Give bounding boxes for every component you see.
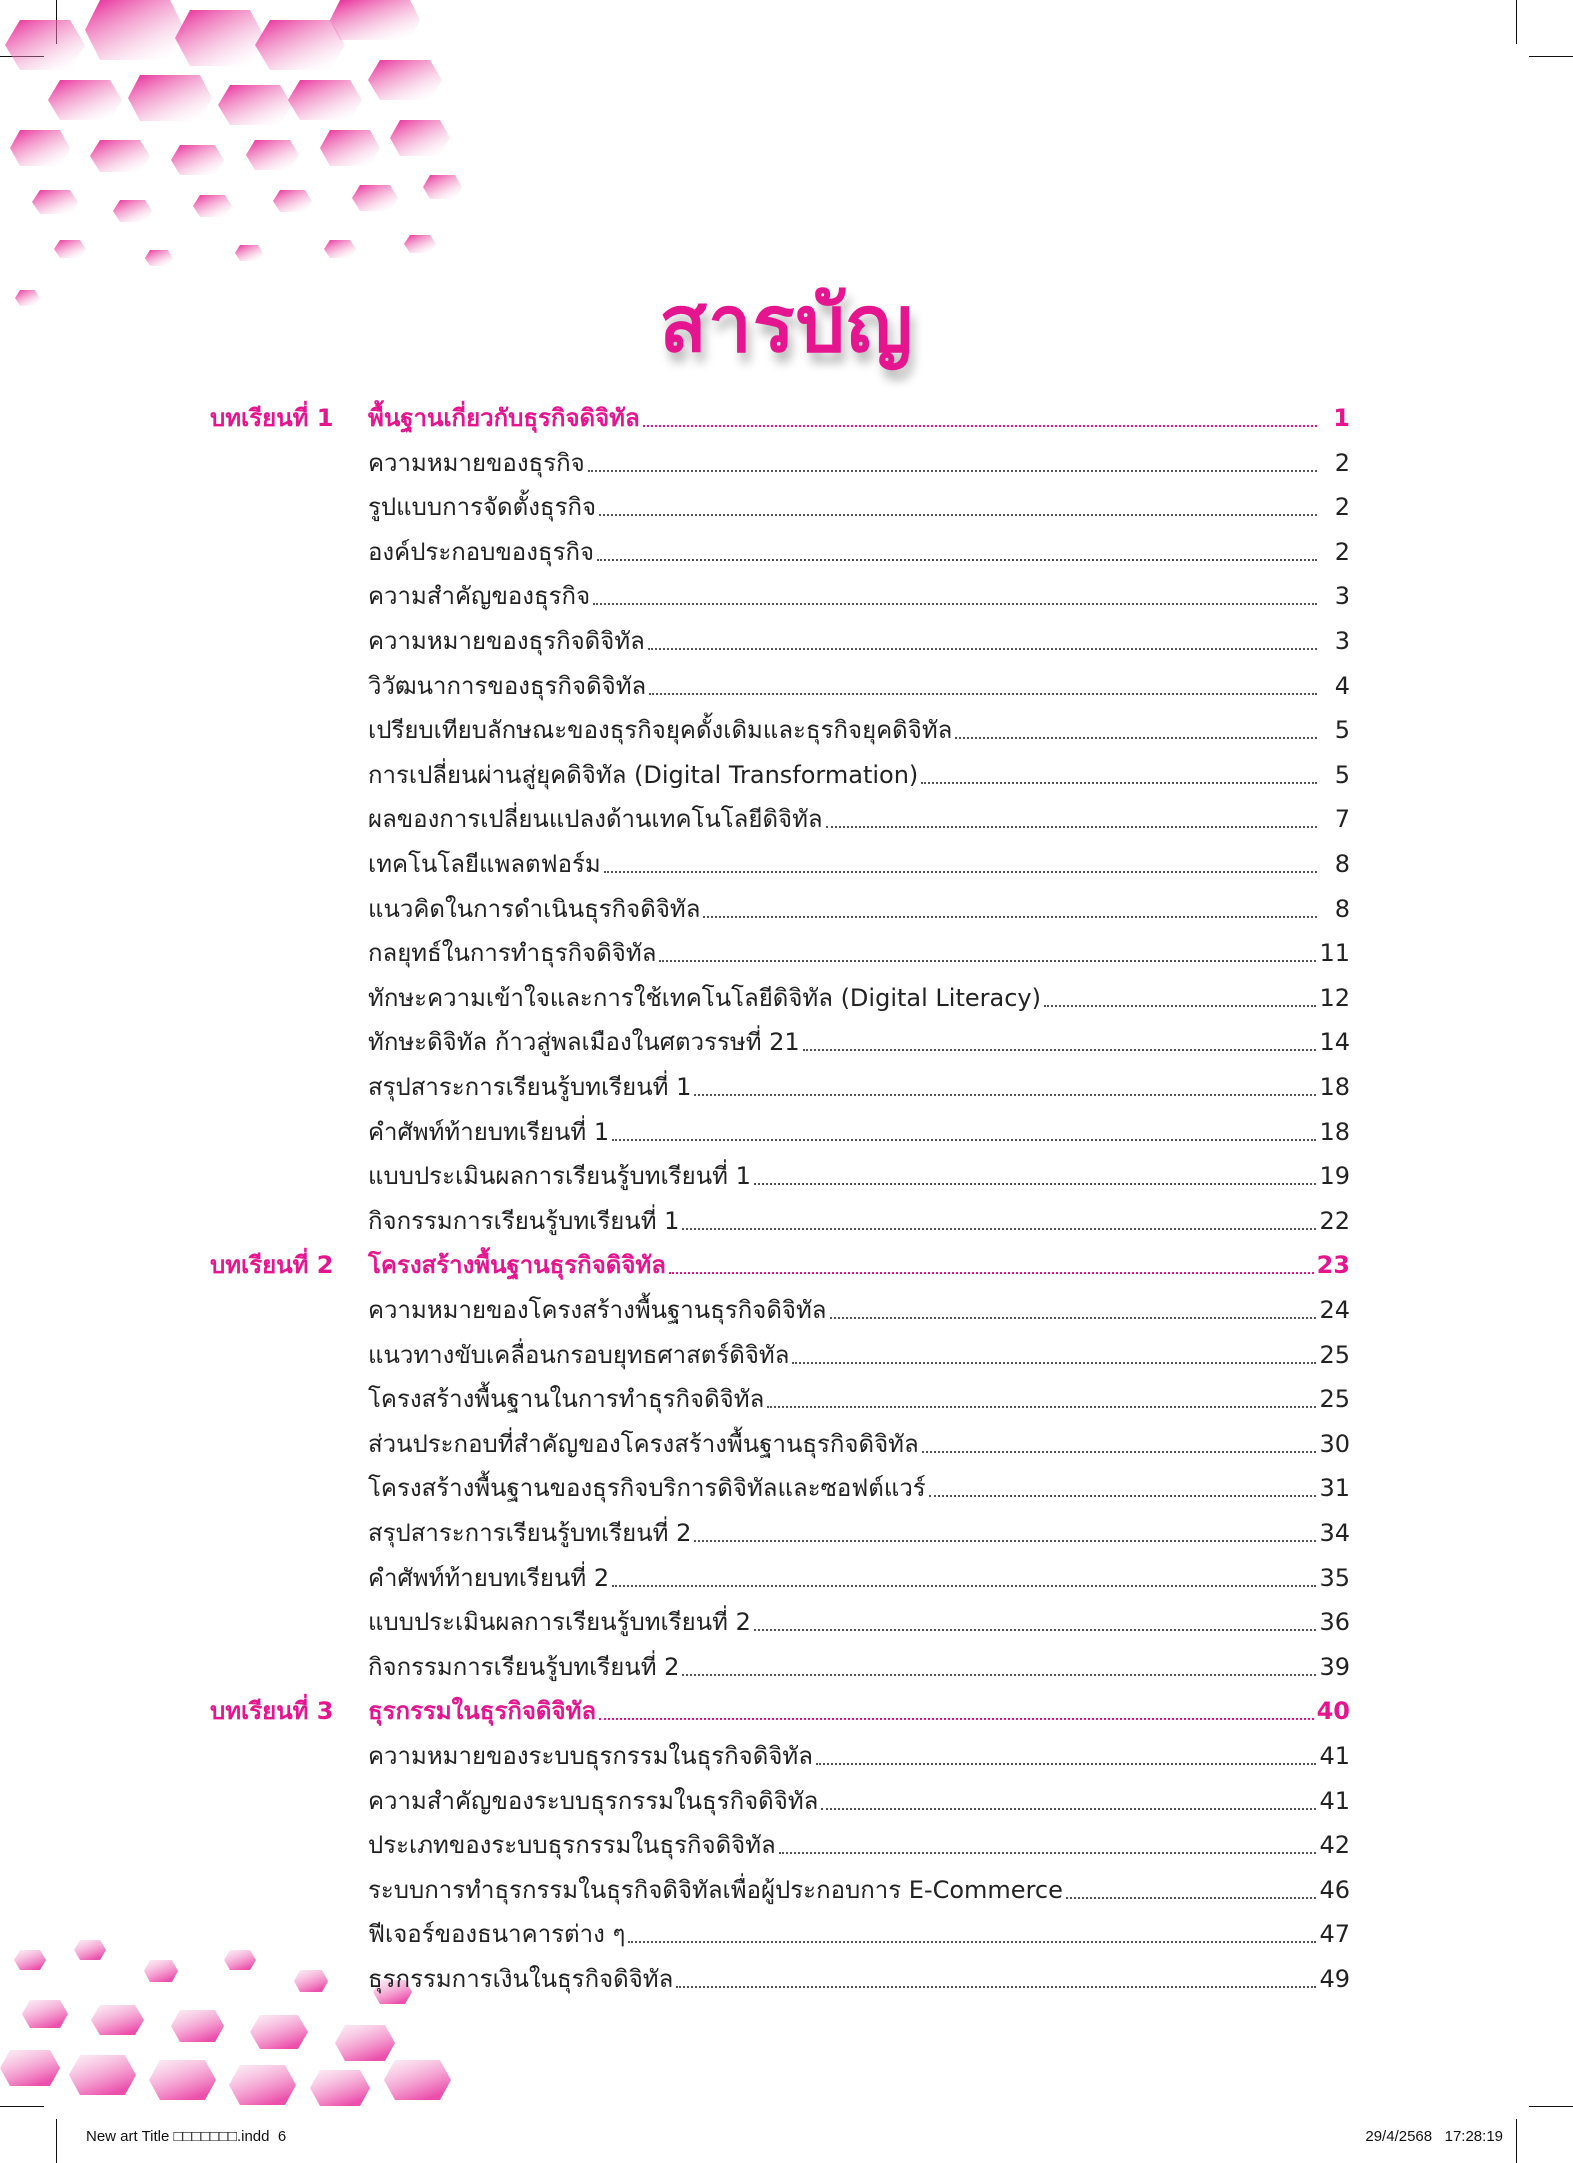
dot-leader <box>694 1540 1316 1542</box>
toc-page-number: 2 <box>1334 537 1350 566</box>
dot-leader <box>816 1763 1317 1765</box>
toc-page-number: 7 <box>1334 805 1350 834</box>
footer-page-number: 6 <box>277 2128 287 2145</box>
toc-page-number: 47 <box>1319 1920 1350 1949</box>
toc-entry-title: กลยุทธ์ในการทำธุรกิจดิจิทัล <box>368 939 657 968</box>
dot-leader <box>803 1049 1317 1051</box>
dot-leader <box>929 1495 1317 1497</box>
toc-entry <box>368 1872 1350 1908</box>
toc-page-number: 18 <box>1319 1117 1350 1146</box>
dot-leader <box>830 1317 1317 1319</box>
toc-page-number: 22 <box>1319 1206 1350 1235</box>
toc-entry <box>368 445 1350 481</box>
dot-leader <box>599 1718 1313 1720</box>
dot-leader <box>682 1674 1316 1676</box>
toc-entry-title: การเปลี่ยนผ่านสู่ยุคดิจิทัล (Digital Transformation) <box>368 760 919 789</box>
toc-page-number: 41 <box>1319 1786 1350 1815</box>
toc-page-number: 3 <box>1334 582 1350 611</box>
toc-entry <box>368 623 1350 659</box>
toc-entry-title: ความหมายของโครงสร้างพื้นฐานธุรกิจดิจิทัล <box>368 1296 827 1324</box>
toc-page-number: 41 <box>1319 1742 1350 1770</box>
toc-entry <box>368 891 1350 927</box>
dot-leader <box>604 871 1317 873</box>
dot-leader <box>593 603 1317 605</box>
toc-entry-title: ทักษะดิจิทัล ก้าวสู่พลเมืองในศตวรรษที่ 21 <box>368 1028 800 1057</box>
dot-leader <box>682 1228 1316 1230</box>
toc-page-number: 2 <box>1334 448 1350 477</box>
toc-row[interactable] <box>0 1381 1573 1425</box>
toc-entry-title: ผลของการเปลี่ยนแปลงด้านเทคโนโลยีดิจิทัล <box>368 805 823 834</box>
toc-page-number: 34 <box>1319 1519 1350 1547</box>
toc-row[interactable] <box>0 623 1573 667</box>
toc-page-number: 42 <box>1319 1831 1350 1860</box>
toc-entry <box>368 1961 1350 1997</box>
toc-row[interactable] <box>0 935 1573 979</box>
dot-leader <box>826 826 1317 828</box>
dot-leader <box>694 1094 1316 1096</box>
toc-page-number: 25 <box>1319 1340 1350 1369</box>
dot-leader <box>599 514 1317 516</box>
toc-entry-title: โครงสร้างพื้นฐานธุรกิจดิจิทัล <box>368 1251 666 1280</box>
toc-entry <box>368 757 1350 793</box>
toc-entry <box>368 846 1350 882</box>
toc-entry-title: โครงสร้างพื้นฐานของธุรกิจบริการดิจิทัลและซอฟต์แวร์ <box>368 1474 926 1503</box>
toc-entry-title: เทคโนโลยีแพลตฟอร์ม <box>368 850 601 878</box>
toc-row[interactable] <box>0 489 1573 533</box>
dot-leader <box>821 1808 1316 1810</box>
toc-page-number: 12 <box>1319 983 1350 1012</box>
toc-row[interactable] <box>0 1426 1573 1470</box>
toc-entry <box>368 400 1350 436</box>
toc-entry-title: ธุรกรรมการเงินในธุรกิจดิจิทัล <box>368 1965 674 1993</box>
toc-entry <box>368 1069 1350 1105</box>
dot-leader <box>628 1941 1316 1943</box>
toc-entry-title: ธุรกรรมในธุรกิจดิจิทัล <box>368 1697 597 1726</box>
dot-leader <box>648 648 1317 650</box>
crop-mark <box>1529 2106 1573 2107</box>
toc-row[interactable] <box>0 891 1573 935</box>
dot-leader <box>612 1139 1316 1141</box>
toc-entry-title: พื้นฐานเกี่ยวกับธุรกิจดิจิทัล <box>368 404 640 432</box>
toc-entry-title: ความสำคัญของระบบธุรกรรมในธุรกิจดิจิทัล <box>368 1786 819 1815</box>
toc-entry-title: องค์ประกอบของธุรกิจ <box>368 537 595 566</box>
toc-row[interactable] <box>0 1961 1573 2005</box>
toc-entry <box>368 1693 1350 1729</box>
toc-entry <box>368 712 1350 748</box>
toc-chapter-number: บทเรียนที่ 2 <box>210 1251 334 1280</box>
toc-page-number: 49 <box>1319 1965 1350 1993</box>
toc-entry-title: กิจกรรมการเรียนรู้บทเรียนที่ 1 <box>368 1206 680 1235</box>
dot-leader <box>921 782 1317 784</box>
toc-entry-title: ทักษะความเข้าใจและการใช้เทคโนโลยีดิจิทัล (Digital Literacy) <box>368 983 1041 1012</box>
toc-entry-title: แนวทางขับเคลื่อนกรอบยุทธศาสตร์ดิจิทัล <box>368 1340 790 1369</box>
toc-entry <box>368 1515 1350 1551</box>
toc-page-number: 39 <box>1319 1652 1350 1681</box>
toc-row[interactable] <box>0 801 1573 845</box>
toc-row[interactable] <box>0 1069 1573 1113</box>
toc-page-number: 5 <box>1334 760 1350 789</box>
toc-row[interactable] <box>0 445 1573 489</box>
crop-mark <box>1516 0 1517 44</box>
toc-entry <box>368 1114 1350 1150</box>
toc-row[interactable] <box>0 1872 1573 1916</box>
toc-row[interactable] <box>0 534 1573 578</box>
toc-entry-title: เปรียบเทียบลักษณะของธุรกิจยุคดั้งเดิมและธุรกิจยุคดิจิทัล <box>368 716 953 745</box>
toc-entry-title: ประเภทของระบบธุรกรรมในธุรกิจดิจิทัล <box>368 1831 776 1860</box>
toc-entry-title: ความสำคัญของธุรกิจ <box>368 582 591 611</box>
dot-leader <box>792 1362 1316 1364</box>
toc-entry <box>368 801 1350 837</box>
dot-leader <box>922 1451 1317 1453</box>
toc-entry <box>368 1247 1350 1283</box>
toc-page-number: 31 <box>1319 1474 1350 1503</box>
dot-leader <box>955 737 1317 739</box>
page-title: สารบัญ <box>659 280 914 370</box>
toc-entry-title: แนวคิดในการดำเนินธุรกิจดิจิทัล <box>368 894 701 923</box>
toc-entry <box>368 1470 1350 1506</box>
toc-entry-title: โครงสร้างพื้นฐานในการทำธุรกิจดิจิทัล <box>368 1385 765 1414</box>
toc-row[interactable] <box>0 1560 1573 1604</box>
toc-page-number: 24 <box>1319 1296 1350 1324</box>
toc-entry-title: คำศัพท์ท้ายบทเรียนที่ 2 <box>368 1563 610 1592</box>
dot-leader <box>767 1406 1316 1408</box>
toc-page-number: 18 <box>1319 1073 1350 1101</box>
toc-entry-title: ความหมายของระบบธุรกรรมในธุรกิจดิจิทัล <box>368 1742 813 1770</box>
dot-leader <box>588 470 1317 472</box>
toc-chapter-row[interactable] <box>0 1693 1573 1737</box>
toc-page-number: 3 <box>1334 627 1350 655</box>
crop-mark <box>1516 2119 1517 2163</box>
toc-chapter-row[interactable] <box>0 1247 1573 1291</box>
crop-mark <box>1529 56 1573 57</box>
toc-entry <box>368 1024 1350 1060</box>
toc-entry-title: ระบบการทำธุรกรรมในธุรกิจดิจิทัลเพื่อผู้ประกอบการ E-Commerce <box>368 1875 1063 1904</box>
dot-leader <box>643 425 1317 427</box>
toc-page-number: 4 <box>1334 671 1350 700</box>
toc-page-number: 23 <box>1316 1251 1350 1280</box>
toc-row[interactable] <box>0 1515 1573 1559</box>
toc-entry <box>368 1560 1350 1596</box>
toc-page-number: 46 <box>1319 1875 1350 1904</box>
dot-leader <box>703 916 1317 918</box>
toc-entry-title: สรุปสาระการเรียนรู้บทเรียนที่ 1 <box>368 1073 692 1101</box>
toc-entry <box>368 935 1350 971</box>
toc-page-number: 36 <box>1319 1608 1350 1637</box>
toc-entry-title: วิวัฒนาการของธุรกิจดิจิทัล <box>368 671 647 700</box>
toc-row[interactable] <box>0 668 1573 712</box>
toc-row[interactable] <box>0 1203 1573 1247</box>
toc-row[interactable] <box>0 980 1573 1024</box>
toc-entry <box>368 1604 1350 1640</box>
toc-page-number: 19 <box>1319 1162 1350 1191</box>
toc-row[interactable] <box>0 846 1573 890</box>
footer-filename: New art Title □□□□□□□.indd <box>86 2128 270 2145</box>
toc-entry <box>368 668 1350 704</box>
toc-page-number: 5 <box>1334 716 1350 745</box>
toc-entry <box>368 1158 1350 1194</box>
toc-row[interactable] <box>0 1649 1573 1693</box>
toc-row[interactable] <box>0 1024 1573 1068</box>
crop-mark <box>56 2119 57 2163</box>
toc-page-number: 2 <box>1334 493 1350 522</box>
toc-row[interactable] <box>0 712 1573 756</box>
toc-page-number: 8 <box>1334 850 1350 878</box>
toc-entry-title: ส่วนประกอบที่สำคัญของโครงสร้างพื้นฐานธุรกิจดิจิทัล <box>368 1429 919 1458</box>
toc-entry <box>368 534 1350 570</box>
toc-row[interactable] <box>0 1604 1573 1648</box>
toc-entry <box>368 1426 1350 1462</box>
toc-entry <box>368 1916 1350 1952</box>
toc-row[interactable] <box>0 1783 1573 1827</box>
toc-page-number: 1 <box>1333 404 1350 432</box>
toc-entry-title: กิจกรรมการเรียนรู้บทเรียนที่ 2 <box>368 1652 680 1681</box>
toc-row[interactable] <box>0 1827 1573 1871</box>
dot-leader <box>1066 1897 1317 1899</box>
dot-leader <box>754 1629 1317 1631</box>
footer-file <box>86 2128 286 2145</box>
toc-entry-title: ฟีเจอร์ของธนาคารต่าง ๆ <box>368 1920 626 1949</box>
dot-leader <box>676 1986 1316 1988</box>
toc-chapter-number: บทเรียนที่ 1 <box>210 404 334 432</box>
toc-entry <box>368 489 1350 525</box>
toc-page-number: 8 <box>1334 894 1350 923</box>
toc-row[interactable] <box>0 1114 1573 1158</box>
dot-leader <box>1044 1005 1317 1007</box>
toc-row[interactable] <box>0 1158 1573 1202</box>
toc-row[interactable] <box>0 757 1573 801</box>
toc-row[interactable] <box>0 1337 1573 1381</box>
toc-entry <box>368 1783 1350 1819</box>
toc-row[interactable] <box>0 1470 1573 1514</box>
toc-chapter-row[interactable] <box>0 400 1573 444</box>
dot-leader <box>754 1183 1317 1185</box>
toc-page-number: 14 <box>1319 1028 1350 1057</box>
toc-entry <box>368 1381 1350 1417</box>
toc-entry-title: รูปแบบการจัดตั้งธุรกิจ <box>368 493 597 522</box>
toc-entry-title: คำศัพท์ท้ายบทเรียนที่ 1 <box>368 1117 610 1146</box>
toc-entry <box>368 1649 1350 1685</box>
toc-chapter-number: บทเรียนที่ 3 <box>210 1697 334 1726</box>
toc-entry-title: ความหมายของธุรกิจดิจิทัล <box>368 627 645 655</box>
toc-row[interactable] <box>0 1738 1573 1782</box>
dot-leader <box>659 960 1316 962</box>
toc-row[interactable] <box>0 1292 1573 1336</box>
dot-leader <box>669 1272 1314 1274</box>
dot-leader <box>649 693 1317 695</box>
toc-page-number: 35 <box>1319 1563 1350 1592</box>
toc-entry <box>368 1738 1350 1774</box>
footer-timestamp: 29/4/2568 17:28:19 <box>1365 2128 1503 2145</box>
toc-entry <box>368 1292 1350 1328</box>
toc-entry <box>368 1827 1350 1863</box>
toc-page-number: 11 <box>1319 939 1350 968</box>
toc-entry <box>368 1203 1350 1239</box>
toc-entry <box>368 980 1350 1016</box>
toc-row[interactable] <box>0 1916 1573 1960</box>
toc-page-number: 40 <box>1316 1697 1350 1726</box>
toc-entry-title: แบบประเมินผลการเรียนรู้บทเรียนที่ 1 <box>368 1162 751 1191</box>
toc-entry <box>368 1337 1350 1373</box>
toc-page-number: 30 <box>1319 1429 1350 1458</box>
dot-leader <box>779 1852 1317 1854</box>
toc-page-number: 25 <box>1319 1385 1350 1414</box>
toc-entry <box>368 578 1350 614</box>
dot-leader <box>597 559 1317 561</box>
toc-entry-title: ความหมายของธุรกิจ <box>368 448 585 477</box>
toc-entry-title: สรุปสาระการเรียนรู้บทเรียนที่ 2 <box>368 1519 692 1547</box>
toc-entry-title: แบบประเมินผลการเรียนรู้บทเรียนที่ 2 <box>368 1608 751 1637</box>
dot-leader <box>612 1585 1316 1587</box>
toc-row[interactable] <box>0 578 1573 622</box>
